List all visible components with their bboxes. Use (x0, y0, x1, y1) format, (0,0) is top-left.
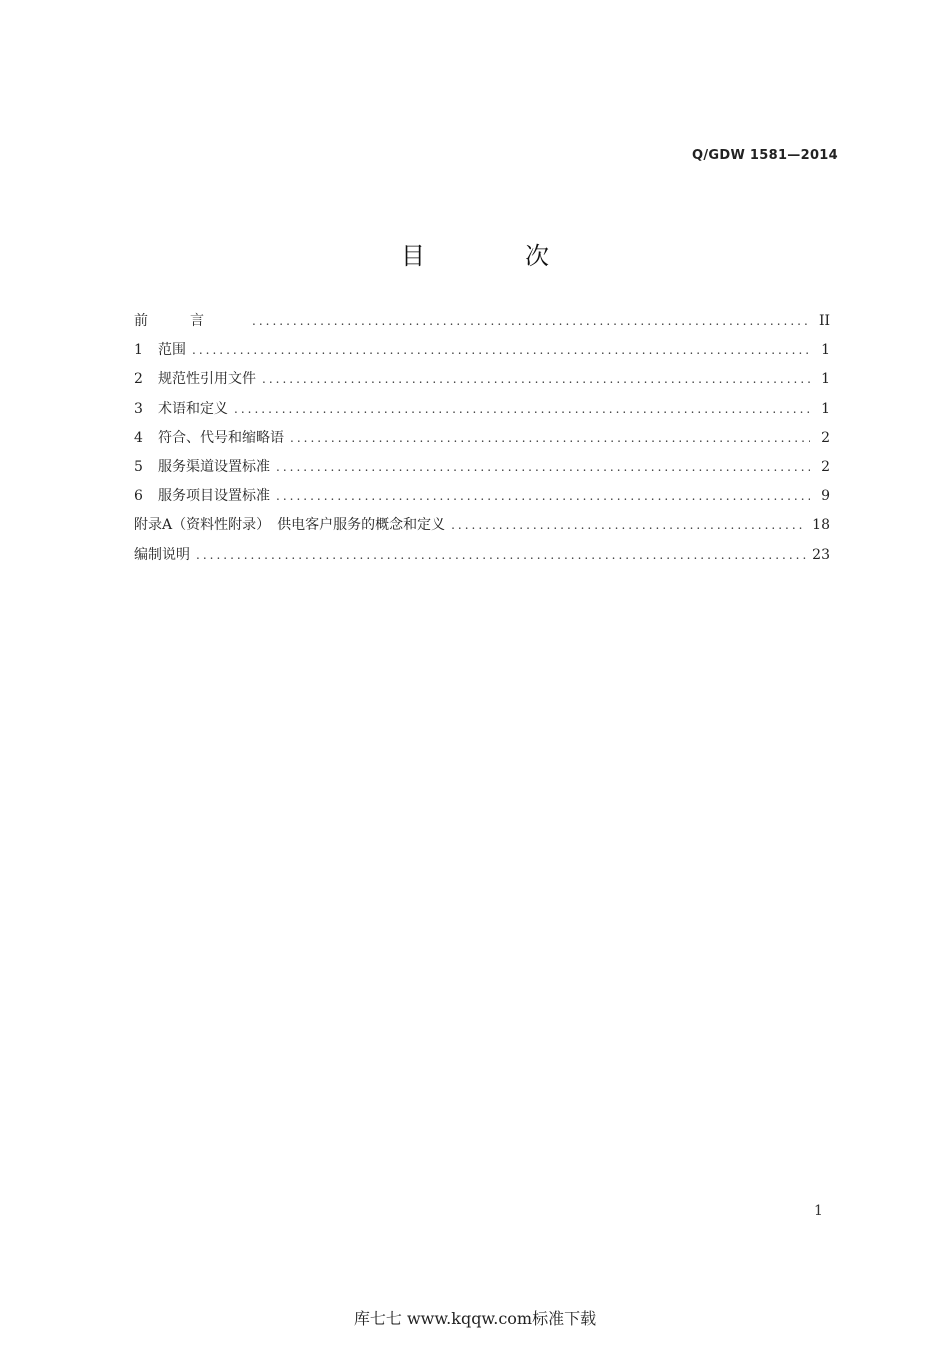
toc-entry-symbols-abbreviations[interactable] (134, 427, 830, 456)
toc-entry-label[interactable]: 术语和定义 (158, 400, 228, 417)
toc-entry-service-items[interactable] (134, 485, 830, 514)
toc-entry-page: 2 (821, 458, 830, 475)
toc-leader-dots (196, 548, 806, 562)
table-of-contents (134, 310, 830, 573)
toc-entry-page: 1 (821, 371, 830, 388)
footer-watermark: 库七七 www.kqqw.com标准下载 (353, 1309, 597, 1328)
toc-leader-dots (276, 489, 810, 503)
toc-entry-label[interactable]: 范围 (158, 342, 186, 359)
toc-entry-page: 9 (821, 488, 830, 505)
toc-entry-scope[interactable] (134, 339, 830, 368)
toc-entry-label[interactable]: 服务项目设置标准 (158, 488, 270, 505)
document-code: Q/GDW 1581—2014 (692, 148, 838, 163)
toc-entry-service-channels[interactable] (134, 456, 830, 485)
toc-leader-dots (276, 460, 810, 474)
toc-entry-number: 2 (134, 371, 143, 388)
toc-entry-label[interactable]: 规范性引用文件 (158, 371, 256, 388)
toc-entry-page: 1 (821, 400, 830, 417)
page-number: 1 (814, 1203, 823, 1219)
toc-entry-label[interactable]: 服务渠道设置标准 (158, 458, 270, 475)
toc-entry-number: 5 (134, 458, 143, 475)
toc-leader-dots (252, 314, 810, 328)
toc-entry-normative-references[interactable] (134, 368, 830, 397)
toc-leader-dots (234, 402, 810, 416)
toc-leader-dots (290, 431, 810, 445)
toc-entry-appendix-a[interactable] (134, 514, 830, 543)
toc-entry-page: 23 (812, 546, 830, 563)
toc-entry-page: 2 (821, 429, 830, 446)
toc-leader-dots (262, 372, 810, 386)
toc-entry-terms-definitions[interactable] (134, 398, 830, 427)
toc-entry-page: II (818, 313, 830, 329)
toc-entry-foreword[interactable] (134, 310, 830, 339)
toc-entry-number: 1 (134, 342, 143, 359)
toc-title (0, 236, 950, 271)
toc-entry-page: 1 (821, 342, 830, 359)
toc-entry-label[interactable]: 编制说明 (134, 546, 190, 563)
toc-entry-number: 4 (134, 429, 143, 446)
toc-entry-number: 3 (134, 400, 143, 417)
toc-title-char-1: 目 (401, 242, 425, 270)
toc-entry-compilation-notes[interactable] (134, 544, 830, 573)
toc-entry-label[interactable]: 符合、代号和缩略语 (158, 429, 284, 446)
toc-entry-label[interactable]: 附录A（资料性附录） 供电客户服务的概念和定义 (134, 517, 446, 534)
toc-entry-page: 18 (812, 517, 830, 534)
toc-leader-dots (451, 518, 806, 532)
toc-leader-dots (192, 343, 810, 357)
toc-title-char-2: 次 (525, 242, 549, 270)
toc-entry-number: 6 (134, 488, 143, 505)
toc-entry-label[interactable]: 前言 (134, 313, 246, 329)
